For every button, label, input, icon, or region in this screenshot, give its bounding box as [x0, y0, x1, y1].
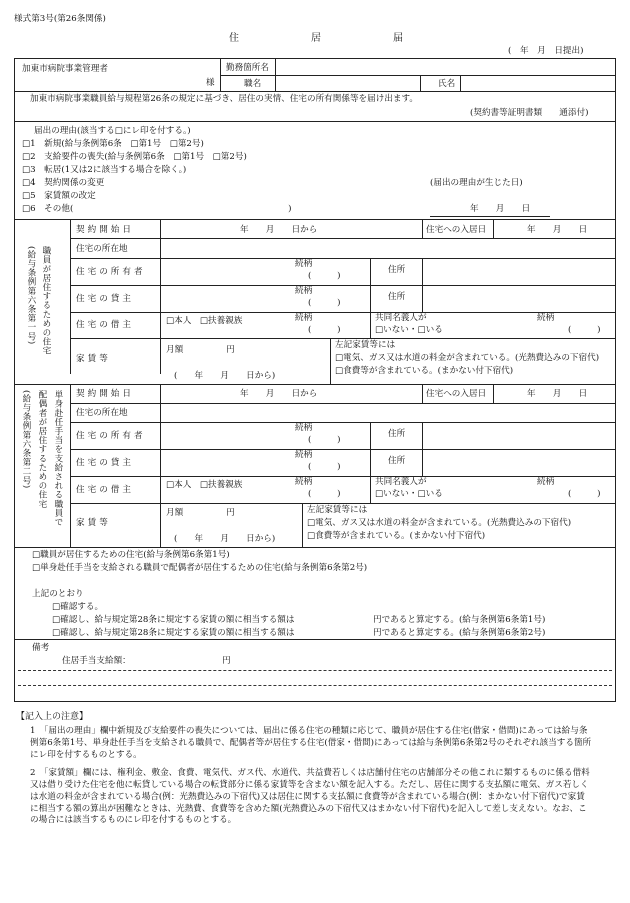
reason-5[interactable]: □5 家賃額の改定 [22, 191, 96, 201]
form-number: 様式第3号(第26条関係) [14, 14, 106, 24]
s2-owner-relation: 続柄 [295, 423, 313, 433]
form-title-1: 住 [229, 33, 239, 44]
confirm-lead: 上記のとおり [32, 589, 84, 599]
s1-movein-label: 住宅への入居日 [426, 225, 487, 235]
honorific: 様 [206, 78, 215, 88]
s2-contract-label: 契約開始日 [76, 389, 134, 399]
confirm-opt2[interactable]: □単身赴任手当を支給される職員で配偶者が居住するための住宅(給与条例第6条第2号) [32, 563, 368, 573]
reason-2[interactable]: □2 支給要件の喪失(給与条例第6条 □第1号 □第2号) [22, 152, 247, 162]
s2-co-signer-options[interactable]: □いない・□いる [375, 489, 443, 499]
note-2: 2 「家賃額」欄には、権利金、敷金、食費、電気代、ガス代、水道代、共益費若しくは店舗付住宅の店舗部分その他これに類するものに係る借料又は借り受けた住宅を他に転貸している場合の転貸部分に係る家賃等を含まない額を記入する。ただし、居住に関する支払額に電気、ガス若しくは水道の料金が含まれている場合(例：光熱費込みの下宿代)又は居住に関する支払額に食費等が含まれている場合(例：まかない付下宿代)で家賃に相当する額の算出が困難なときは、光熱費、食費等を含めた額(光熱費込みの下宿代又はまかない付下宿代)を記入して差し支えない。なお、この場合には該当するものにレ印を付するものとする。 [30, 768, 590, 826]
s1-rent-label: 家賃等 [76, 354, 111, 364]
s2-co-signer: 共同名義人が [375, 477, 427, 487]
section2-label1: 単身赴任手当を支給される職員で [52, 390, 63, 527]
confirm-check[interactable]: □確認する。 [52, 602, 104, 612]
section2-label2: 配偶者が居住するための住宅 [36, 390, 47, 509]
s1-borrower-relation: 続柄 [295, 313, 313, 323]
reason-1[interactable]: □1 新規(給与条例第6条 □第1号 □第2号) [22, 139, 204, 149]
office-label: 勤務箇所名 [226, 63, 269, 73]
s2-lender-relation-value[interactable]: ( ) [308, 462, 341, 472]
s2-owner-address: 住所 [388, 429, 406, 439]
reasons-heading: 届出の理由(該当する□にレ印を付する。) [34, 126, 191, 136]
section1-sub: (給与条例第六条第一号) [25, 246, 36, 345]
s2-co-relation-value[interactable]: ( ) [568, 489, 601, 499]
s1-contract-value[interactable]: 年 月 日から [240, 225, 318, 235]
s1-co-signer-options[interactable]: □いない・□いる [375, 325, 443, 335]
s1-co-signer: 共同名義人が [375, 313, 427, 323]
s2-lender-relation: 続柄 [295, 450, 313, 460]
section1-label: 職員が居住するための住宅 [40, 246, 51, 356]
confirm-opt1[interactable]: □職員が居住するための住宅(給与条例第6条第1号) [32, 550, 230, 560]
s2-borrower-options[interactable]: □本人 □扶養親族 [166, 480, 243, 490]
s1-owner-relation: 続柄 [295, 259, 313, 269]
reason-date-label: (届出の理由が生じた日) [430, 178, 523, 188]
s2-rent-monthly[interactable]: 月額 円 [166, 508, 235, 518]
confirm-calc2-tail: 円であると算定する。(給与条例第6条第2号) [373, 628, 546, 638]
s2-location-label: 住宅の所在地 [76, 408, 128, 418]
s1-rent-opt2[interactable]: □食費等が含まれている。(まかない付下宿代) [335, 366, 514, 376]
s1-lender-relation-value[interactable]: ( ) [308, 298, 341, 308]
s1-rent-from[interactable]: ( 年 月 日から) [174, 371, 276, 381]
s1-lender-relation: 続柄 [295, 286, 313, 296]
s2-borrower-relation-value[interactable]: ( ) [308, 489, 341, 499]
s2-rent-note: 左記家賃等には [307, 505, 368, 515]
s2-borrower-relation: 続柄 [295, 477, 313, 487]
submission-date[interactable]: ( 年 月 日提出) [508, 46, 584, 56]
s1-co-relation-value[interactable]: ( ) [568, 325, 601, 335]
s2-owner-relation-value[interactable]: ( ) [308, 435, 341, 445]
s2-lender-address: 住所 [388, 456, 406, 466]
notes-heading: 【記入上の注意】 [16, 712, 89, 722]
s1-rent-note: 左記家賃等には [335, 340, 396, 350]
s2-rent-label: 家賃等 [76, 518, 111, 528]
note-1: 1 「届出の理由」欄中新規及び支給要件の喪失については、届出に係る住宅の種類に応じて、職員が居住する住宅(借家・借間)にあっては給与条例第6条第1号、単身赴任手当を支給される職員で、配偶者等が居住する住宅(借家・借間)にあっては給与条例第6条第2号のそれぞれ該当する箇所にレ印を付するものとする。 [30, 726, 592, 760]
s1-rent-monthly[interactable]: 月額 円 [166, 345, 235, 355]
form-title-3: 届 [393, 33, 403, 44]
addressee: 加東市病院事業管理者 [22, 64, 108, 74]
s1-borrower-label: 住宅の借主 [76, 320, 134, 330]
reason-4[interactable]: □4 契約関係の変更 [22, 178, 105, 188]
s1-lender-address: 住所 [388, 292, 406, 302]
s1-borrower-relation-value[interactable]: ( ) [308, 325, 341, 335]
s1-borrower-options[interactable]: □本人 □扶養親族 [166, 316, 243, 326]
s2-movein-value[interactable]: 年 月 日 [527, 389, 588, 399]
form-title-2: 居 [311, 33, 321, 44]
allowance-yen[interactable]: 円 [222, 656, 231, 666]
attachment-note: (契約書等証明書類 通添付) [470, 108, 589, 118]
s1-owner-label: 住宅の所有者 [76, 267, 146, 277]
reason-date-value[interactable]: 年 月 日 [470, 204, 531, 214]
confirm-calc1[interactable]: □確認し、給与規定第28条に規定する家賃の額に相当する額は [52, 615, 295, 625]
remarks-label: 備考 [32, 643, 50, 653]
name-label: 氏名 [438, 79, 456, 89]
s1-owner-address: 住所 [388, 265, 406, 275]
confirm-calc2[interactable]: □確認し、給与規定第28条に規定する家賃の額に相当する額は [52, 628, 295, 638]
reason-6[interactable]: □6 その他( ) [22, 204, 292, 214]
s2-lender-label: 住宅の貸主 [76, 458, 134, 468]
s2-rent-opt1[interactable]: □電気、ガス又は水道の料金が含まれている。(光熱費込みの下宿代) [307, 518, 572, 528]
s2-borrower-label: 住宅の借主 [76, 485, 134, 495]
s1-lender-label: 住宅の貸主 [76, 294, 134, 304]
s1-co-relation: 続柄 [537, 313, 555, 323]
s2-movein-label: 住宅への入居日 [426, 389, 487, 399]
reason-3[interactable]: □3 転居(1又は2に該当する場合を除く。) [22, 165, 187, 175]
confirm-calc1-tail: 円であると算定する。(給与条例第6条第1号) [373, 615, 546, 625]
s2-contract-value[interactable]: 年 月 日から [240, 389, 318, 399]
s2-co-relation: 続柄 [537, 477, 555, 487]
s1-contract-label: 契約開始日 [76, 225, 134, 235]
s2-rent-from[interactable]: ( 年 月 日から) [174, 534, 276, 544]
statement: 加東市病院事業職員給与規程第26条の規定に基づき、居住の実情、住宅の所有関係等を届け出ます。 [30, 94, 419, 104]
allowance-label: 住居手当支給額： [62, 656, 131, 666]
position-label: 職名 [244, 79, 262, 89]
s2-owner-label: 住宅の所有者 [76, 431, 146, 441]
section2-sub: (給与条例第六条第二号) [20, 390, 31, 489]
s1-movein-value[interactable]: 年 月 日 [527, 225, 588, 235]
s1-owner-relation-value[interactable]: ( ) [308, 271, 341, 281]
s1-rent-opt1[interactable]: □電気、ガス又は水道の料金が含まれている。(光熱費込みの下宿代) [335, 353, 600, 363]
s1-location-label: 住宅の所在地 [76, 244, 128, 254]
s2-rent-opt2[interactable]: □食費等が含まれている。(まかない付下宿代) [307, 531, 486, 541]
